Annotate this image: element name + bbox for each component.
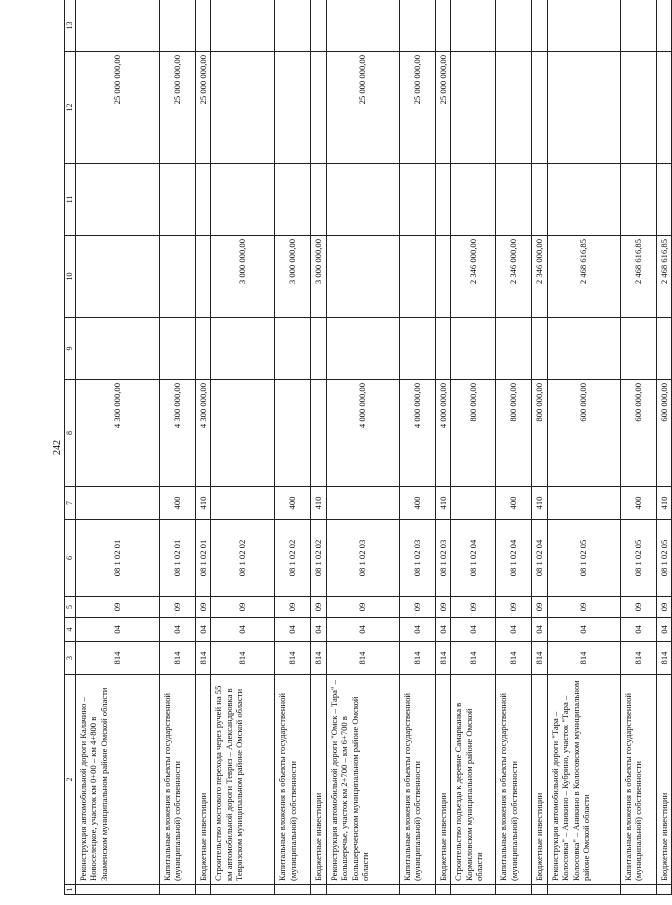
cell-c3: 814: [451, 642, 496, 675]
cell-c9: [547, 318, 620, 380]
cell-c9: [326, 318, 399, 380]
row-name-cell: Капитальные вложения в объекты государственной (муниципальной) собственности: [275, 675, 311, 885]
cell-c10: [159, 236, 195, 318]
cell-c3: 814: [435, 642, 450, 675]
cell-c13: [275, 0, 311, 52]
cell-c9: [275, 318, 311, 380]
cell-c12: 25 000 000,00: [195, 52, 210, 164]
cell-c6: 08 1 02 02: [275, 520, 311, 597]
cell-c4: 04: [211, 618, 275, 642]
row-name-cell: Капитальные вложения в объекты государственной (муниципальной) собственности: [399, 675, 435, 885]
cell-c13: [532, 0, 547, 52]
cell-c8: 4 000 000,00: [399, 380, 435, 487]
cell-c7: 410: [656, 487, 671, 520]
cell-c4: 04: [75, 618, 159, 642]
col-header: 1: [65, 885, 76, 895]
cell-c7: 400: [399, 487, 435, 520]
row-marker-cell: [532, 885, 547, 895]
cell-c4: 04: [326, 618, 399, 642]
col-header: 13: [65, 0, 76, 52]
cell-c8: 600 000,00: [547, 380, 620, 487]
cell-c5: 09: [211, 597, 275, 618]
cell-c12: [211, 52, 275, 164]
cell-c7: 400: [159, 487, 195, 520]
cell-c4: 04: [547, 618, 620, 642]
cell-c11: [532, 164, 547, 236]
cell-c3: 814: [399, 642, 435, 675]
row-marker-cell: [451, 885, 496, 895]
cell-c11: [399, 164, 435, 236]
cell-c12: [532, 52, 547, 164]
table-row: [326, 0, 399, 895]
row-name-cell: Бюджетные инвестиции: [656, 675, 671, 885]
cell-c11: [496, 164, 532, 236]
cell-c13: [435, 0, 450, 52]
cell-c11: [75, 164, 159, 236]
cell-c6: 08 1 02 04: [496, 520, 532, 597]
cell-c11: [275, 164, 311, 236]
cell-c7: 400: [275, 487, 311, 520]
cell-c10: [435, 236, 450, 318]
row-marker-cell: [275, 885, 311, 895]
cell-c4: 04: [311, 618, 326, 642]
cell-c7: [451, 487, 496, 520]
cell-c7: 410: [435, 487, 450, 520]
cell-c10: 2 346 000,00: [451, 236, 496, 318]
row-marker-cell: [211, 885, 275, 895]
row-name-cell: Бюджетные инвестиции: [195, 675, 210, 885]
row-name-cell: Бюджетные инвестиции: [532, 675, 547, 885]
cell-c13: [496, 0, 532, 52]
row-marker-cell: [399, 885, 435, 895]
cell-c9: [399, 318, 435, 380]
row-name-cell: Капитальные вложения в объекты государственной (муниципальной) собственности: [159, 675, 195, 885]
cell-c5: 09: [159, 597, 195, 618]
cell-c6: 08 1 02 03: [326, 520, 399, 597]
cell-c3: 814: [159, 642, 195, 675]
cell-c8: 4 000 000,00: [435, 380, 450, 487]
cell-c5: 09: [399, 597, 435, 618]
cell-c3: 814: [532, 642, 547, 675]
table-row: [275, 0, 311, 895]
cell-c6: 08 1 02 02: [311, 520, 326, 597]
cell-c12: 25 000 000,00: [435, 52, 450, 164]
cell-c6: 08 1 02 01: [159, 520, 195, 597]
cell-c4: 04: [532, 618, 547, 642]
cell-c5: 09: [656, 597, 671, 618]
cell-c7: [75, 487, 159, 520]
cell-c6: 08 1 02 03: [435, 520, 450, 597]
cell-c4: 04: [656, 618, 671, 642]
cell-c9: [656, 318, 671, 380]
cell-c11: [620, 164, 656, 236]
cell-c11: [547, 164, 620, 236]
cell-c6: 08 1 02 04: [451, 520, 496, 597]
row-marker-cell: [159, 885, 195, 895]
cell-c5: 09: [547, 597, 620, 618]
cell-c8: 4 000 000,00: [326, 380, 399, 487]
cell-c6: 08 1 02 01: [75, 520, 159, 597]
cell-c11: [211, 164, 275, 236]
row-name-cell: Бюджетные инвестиции: [435, 675, 450, 885]
cell-c3: 814: [326, 642, 399, 675]
cell-c13: [195, 0, 210, 52]
cell-c3: 814: [311, 642, 326, 675]
cell-c5: 09: [75, 597, 159, 618]
cell-c7: [547, 487, 620, 520]
col-header: 8: [65, 380, 76, 487]
cell-c3: 814: [211, 642, 275, 675]
cell-c6: 08 1 02 03: [399, 520, 435, 597]
cell-c9: [159, 318, 195, 380]
cell-c8: 800 000,00: [451, 380, 496, 487]
cell-c12: [275, 52, 311, 164]
cell-c4: 04: [620, 618, 656, 642]
table-row: [211, 0, 275, 895]
table-row: [656, 0, 671, 895]
cell-c8: 4 300 000,00: [75, 380, 159, 487]
cell-c13: [211, 0, 275, 52]
cell-c6: 08 1 02 05: [547, 520, 620, 597]
cell-c9: [496, 318, 532, 380]
cell-c11: [326, 164, 399, 236]
cell-c10: [326, 236, 399, 318]
row-marker-cell: [311, 885, 326, 895]
cell-c5: 09: [311, 597, 326, 618]
cell-c10: 2 468 616,85: [656, 236, 671, 318]
cell-c6: 08 1 02 05: [656, 520, 671, 597]
cell-c13: [399, 0, 435, 52]
cell-c7: 410: [195, 487, 210, 520]
cell-c8: [211, 380, 275, 487]
cell-c10: [195, 236, 210, 318]
table-row: [547, 0, 620, 895]
cell-c10: [399, 236, 435, 318]
cell-c5: 09: [435, 597, 450, 618]
cell-c3: 814: [656, 642, 671, 675]
col-header: 3: [65, 642, 76, 675]
cell-c6: 08 1 02 02: [211, 520, 275, 597]
cell-c10: 3 000 000,00: [311, 236, 326, 318]
col-header: 9: [65, 318, 76, 380]
cell-c5: 09: [275, 597, 311, 618]
table-row: [311, 0, 326, 895]
cell-c12: 25 000 000,00: [399, 52, 435, 164]
cell-c9: [195, 318, 210, 380]
col-header: 7: [65, 487, 76, 520]
cell-c5: 09: [532, 597, 547, 618]
table-row: [195, 0, 210, 895]
cell-c13: [75, 0, 159, 52]
row-name-cell: Бюджетные инвестиции: [311, 675, 326, 885]
cell-c9: [311, 318, 326, 380]
cell-c4: 04: [496, 618, 532, 642]
cell-c4: 04: [451, 618, 496, 642]
cell-c8: 600 000,00: [656, 380, 671, 487]
col-header: 11: [65, 164, 76, 236]
cell-c3: 814: [496, 642, 532, 675]
row-marker-cell: [195, 885, 210, 895]
table-row: [159, 0, 195, 895]
cell-c7: [211, 487, 275, 520]
cell-c12: [656, 52, 671, 164]
cell-c11: [656, 164, 671, 236]
cell-c10: 3 000 000,00: [275, 236, 311, 318]
row-name-cell: Реконструкция автомобильной дороги "Тара – Колосовка" – Аникино – Кубрино, участок "Тара – Колосовка" – Аникино в Колосовском муниципальном районе Омской области: [547, 675, 620, 885]
cell-c9: [620, 318, 656, 380]
cell-c11: [159, 164, 195, 236]
cell-c8: 600 000,00: [620, 380, 656, 487]
row-marker-cell: [496, 885, 532, 895]
cell-c8: 800 000,00: [496, 380, 532, 487]
row-marker-cell: [326, 885, 399, 895]
table-row: [451, 0, 496, 895]
cell-c4: 04: [399, 618, 435, 642]
col-header: 6: [65, 520, 76, 597]
cell-c12: [496, 52, 532, 164]
cell-c12: 25 000 000,00: [75, 52, 159, 164]
cell-c5: 09: [451, 597, 496, 618]
cell-c10: 2 468 616,85: [620, 236, 656, 318]
cell-c11: [195, 164, 210, 236]
cell-c7: 410: [532, 487, 547, 520]
cell-c9: [435, 318, 450, 380]
cell-c8: 4 300 000,00: [195, 380, 210, 487]
cell-c8: [275, 380, 311, 487]
table-row: [435, 0, 450, 895]
cell-c13: [547, 0, 620, 52]
cell-c8: [311, 380, 326, 487]
row-marker-cell: [435, 885, 450, 895]
cell-c13: [451, 0, 496, 52]
cell-c9: [532, 318, 547, 380]
cell-c5: 09: [620, 597, 656, 618]
cell-c3: 814: [75, 642, 159, 675]
row-name-cell: Строительство мостового перехода через ручей на 55 км автомобильной дороги Тевриз – Александровка в Тевризском муниципальном районе Омской области: [211, 675, 275, 885]
row-marker-cell: [656, 885, 671, 895]
cell-c12: [620, 52, 656, 164]
table-row: [399, 0, 435, 895]
cell-c6: 08 1 02 01: [195, 520, 210, 597]
table-body: [75, 0, 671, 895]
cell-c10: 2 468 616,85: [547, 236, 620, 318]
cell-c9: [451, 318, 496, 380]
table-row: [532, 0, 547, 895]
cell-c8: 4 300 000,00: [159, 380, 195, 487]
row-name-cell: Капитальные вложения в объекты государственной (муниципальной) собственности: [496, 675, 532, 885]
cell-c10: [75, 236, 159, 318]
row-name-cell: Реконструкция автомобильной дороги "Омск – Тара" – Большеречье, участок км 2+700 – км 6+700 в Большереченском муниципальном районе Омской области: [326, 675, 399, 885]
cell-c11: [451, 164, 496, 236]
budget-table: [64, 0, 672, 895]
table-row: [620, 0, 656, 895]
cell-c5: 09: [195, 597, 210, 618]
cell-c4: 04: [275, 618, 311, 642]
cell-c9: [211, 318, 275, 380]
cell-c13: [326, 0, 399, 52]
cell-c5: 09: [496, 597, 532, 618]
row-name-cell: Реконструкция автомобильной дороги Калачино – Новоселецкое, участок км 0+00 – км 4+800 в Знаменском муниципальном районе Омской области: [75, 675, 159, 885]
cell-c4: 04: [435, 618, 450, 642]
cell-c3: 814: [275, 642, 311, 675]
col-header: 5: [65, 597, 76, 618]
col-header: 4: [65, 618, 76, 642]
cell-c10: 3 000 000,00: [211, 236, 275, 318]
cell-c7: 410: [311, 487, 326, 520]
cell-c3: 814: [195, 642, 210, 675]
cell-c13: [620, 0, 656, 52]
cell-c10: 2 346 000,00: [496, 236, 532, 318]
cell-c4: 04: [195, 618, 210, 642]
row-marker-cell: [547, 885, 620, 895]
cell-c11: [435, 164, 450, 236]
cell-c11: [311, 164, 326, 236]
row-name-cell: Строительство подъезда к деревне Самарканка в Кормиловском муниципальном районе Омской области: [451, 675, 496, 885]
cell-c9: [75, 318, 159, 380]
cell-c12: [451, 52, 496, 164]
cell-c12: [547, 52, 620, 164]
cell-c12: 25 000 000,00: [326, 52, 399, 164]
row-marker-cell: [75, 885, 159, 895]
col-header: 10: [65, 236, 76, 318]
cell-c7: 400: [496, 487, 532, 520]
cell-c13: [159, 0, 195, 52]
row-marker-cell: [620, 885, 656, 895]
header-row: [65, 0, 76, 895]
cell-c6: 08 1 02 05: [620, 520, 656, 597]
cell-c10: 2 346 000,00: [532, 236, 547, 318]
rotated-sheet: [50, 0, 669, 895]
cell-c4: 04: [159, 618, 195, 642]
cell-c13: [656, 0, 671, 52]
cell-c3: 814: [620, 642, 656, 675]
cell-c12: [311, 52, 326, 164]
table-row: [496, 0, 532, 895]
cell-c7: [326, 487, 399, 520]
cell-c6: 08 1 02 04: [532, 520, 547, 597]
col-header: 12: [65, 52, 76, 164]
cell-c7: 400: [620, 487, 656, 520]
cell-c3: 814: [547, 642, 620, 675]
col-header: 2: [65, 675, 76, 885]
row-name-cell: Капитальные вложения в объекты государственной (муниципальной) собственности: [620, 675, 656, 885]
cell-c12: 25 000 000,00: [159, 52, 195, 164]
cell-c13: [311, 0, 326, 52]
table-row: [75, 0, 159, 895]
cell-c8: 800 000,00: [532, 380, 547, 487]
cell-c5: 09: [326, 597, 399, 618]
page-number: 242: [52, 440, 63, 455]
